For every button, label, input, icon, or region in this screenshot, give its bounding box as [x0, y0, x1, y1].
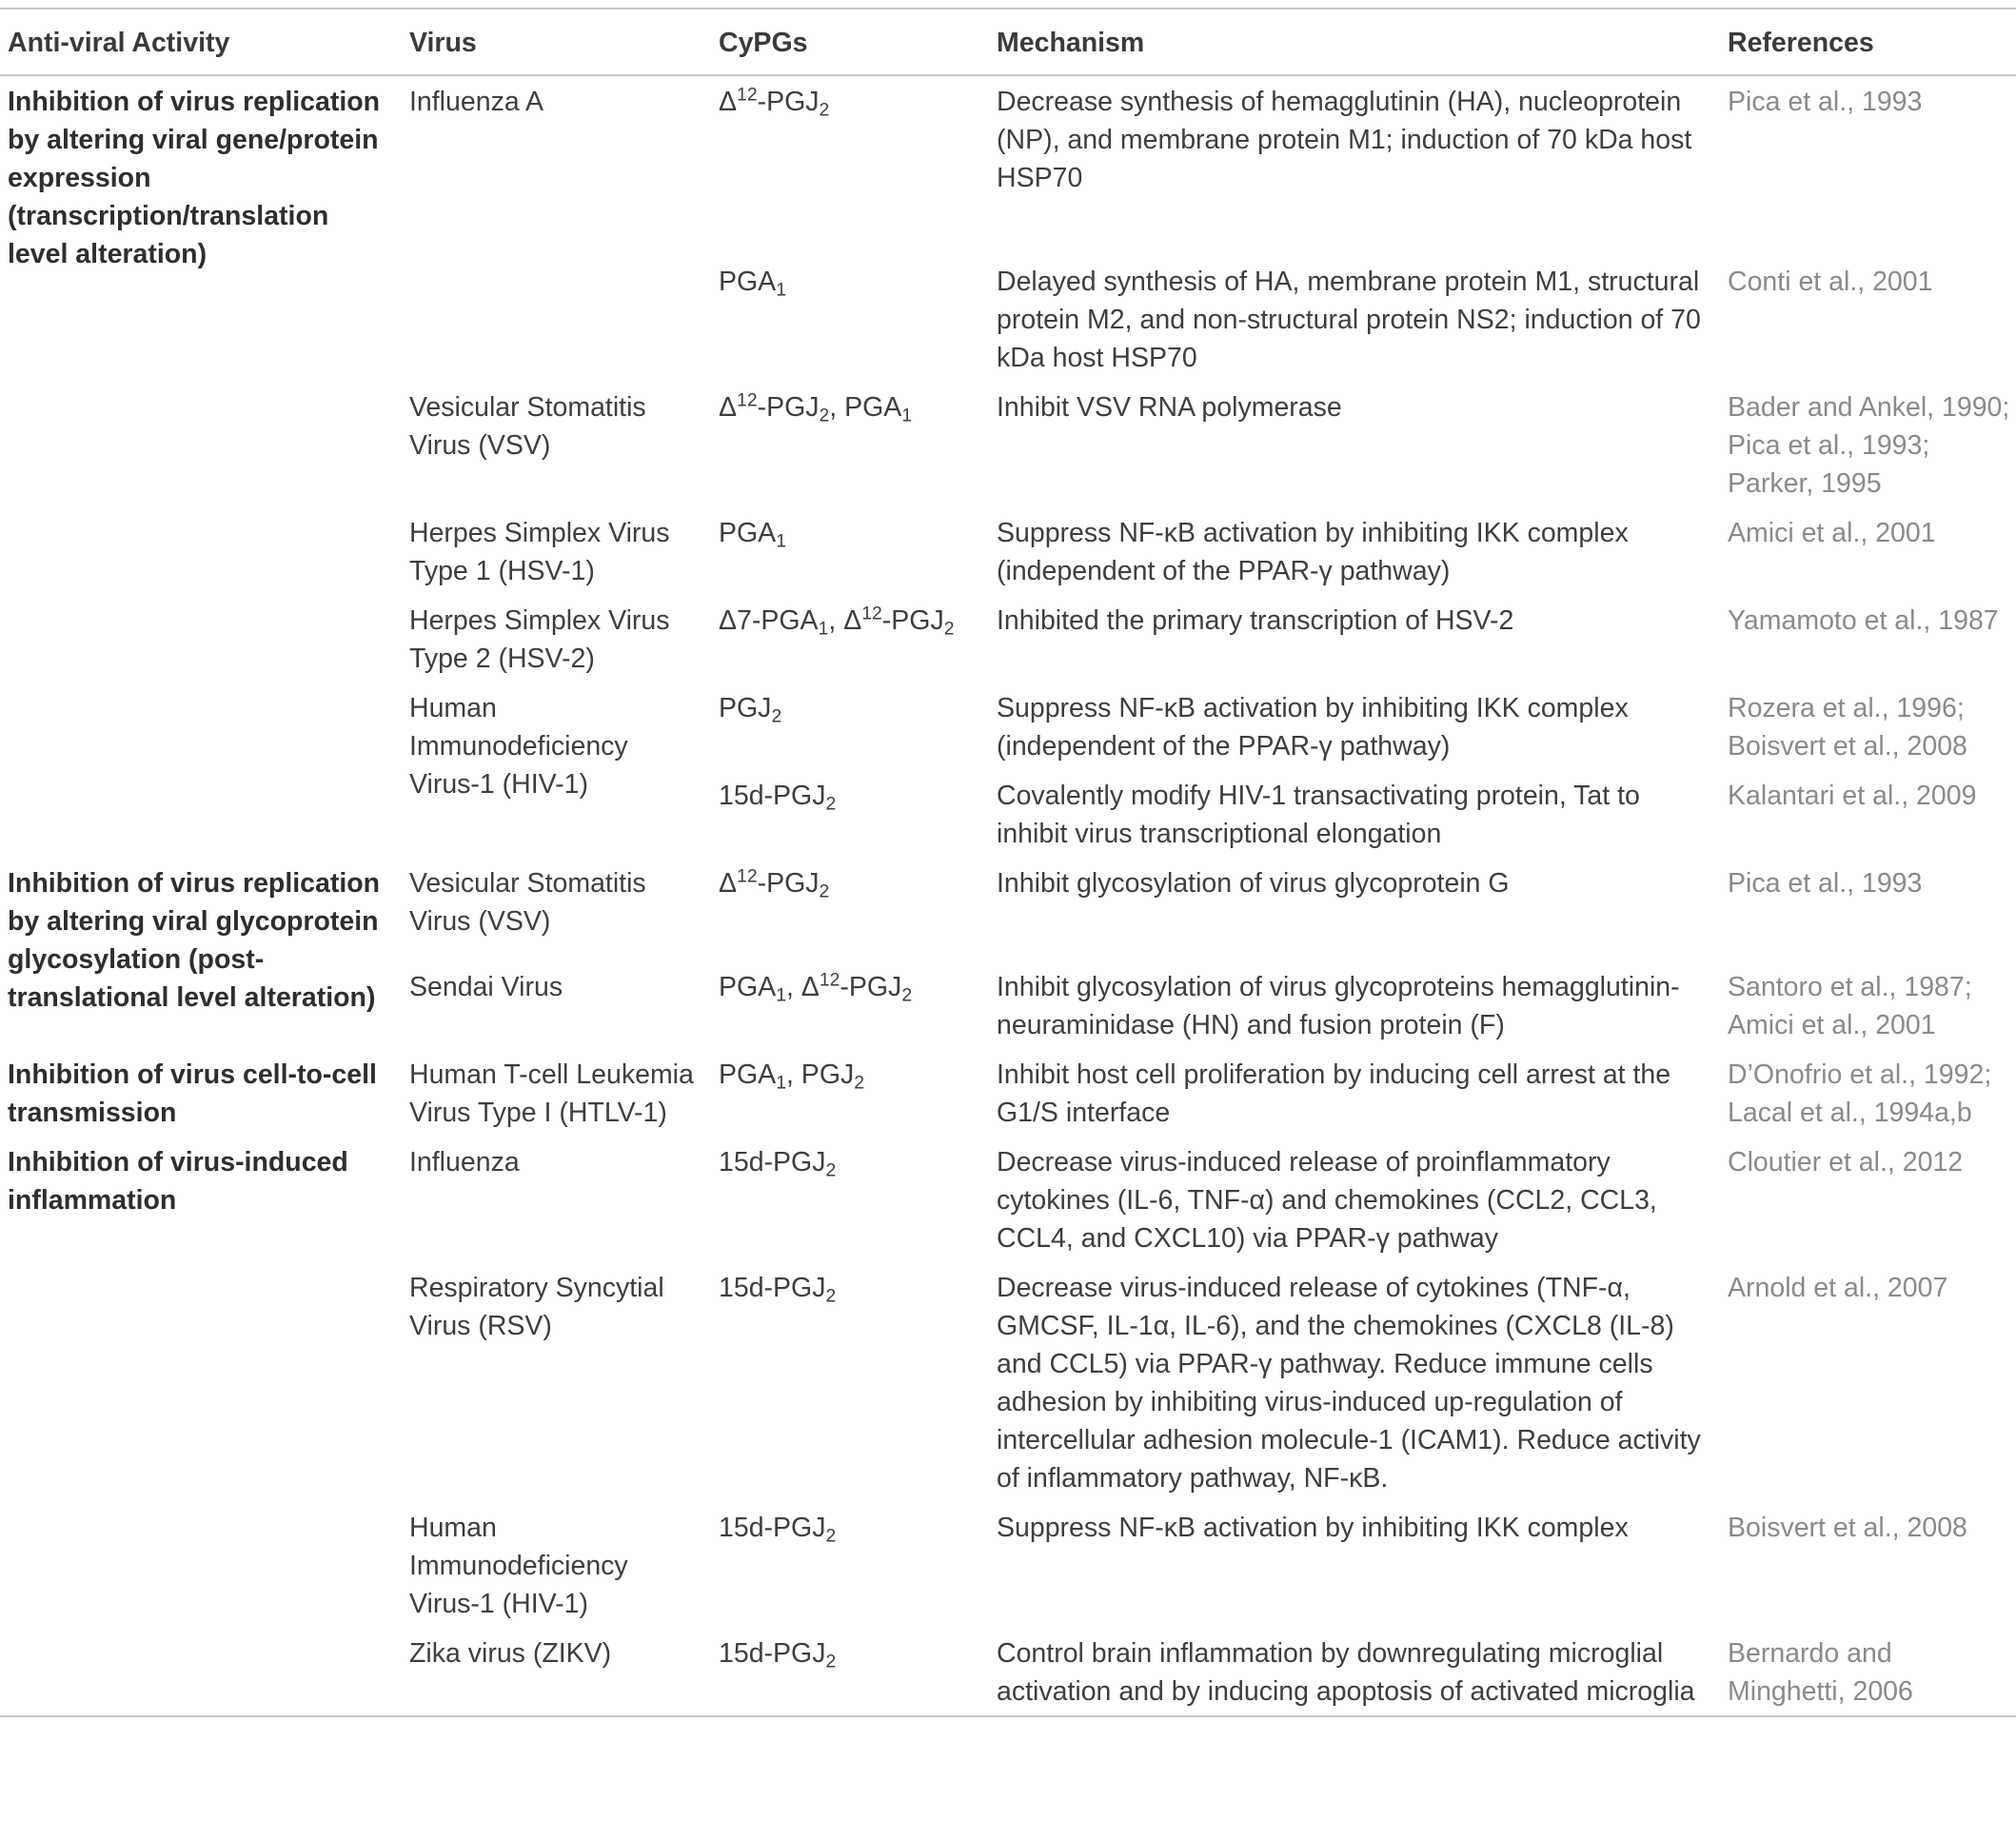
virus-cell: Herpes Simplex Virus Type 2 (HSV-2)	[409, 605, 670, 674]
cypg-cell	[711, 75, 989, 256]
reference-text: Bernardo and	[1728, 1638, 1892, 1669]
virus-cell: Human Immunodeficiency Virus-1 (HIV-1)	[409, 693, 628, 800]
mechanism-cell: Suppress NF-κB activation by inhibiting IKK complex	[997, 1513, 1629, 1543]
references-cell	[1720, 382, 2016, 507]
table-body	[0, 75, 2016, 1716]
mechanism-cell: Inhibit VSV RNA polymerase	[997, 392, 1342, 423]
cypg-text: -PGJ	[757, 868, 820, 899]
header-activity: Anti-viral Activity	[8, 28, 230, 58]
mechanism-cell: Suppress NF-κB activation by inhibiting IKK complex (independent of the PPAR-γ pathway)	[997, 693, 1629, 762]
table-header	[0, 9, 2016, 75]
cypg-cell	[711, 961, 989, 1049]
cypg-text: 12	[737, 84, 758, 106]
cypg-text: -PGJ	[757, 392, 820, 423]
reference-text: Pica et al., 1993	[1728, 87, 1923, 117]
cypg-text: Δ	[719, 868, 738, 899]
cypg-text: PGA	[719, 267, 777, 297]
reference-text: Cloutier et al., 2012	[1728, 1147, 1964, 1178]
references-cell	[1720, 683, 2016, 770]
references-cell	[1720, 1137, 2016, 1262]
reference-text: Bader and Ankel, 1990;	[1728, 392, 2010, 423]
mechanism-cell: Suppress NF-κB activation by inhibiting IKK complex (independent of the PPAR-γ pathway)	[997, 518, 1629, 586]
cypg-text: 2	[825, 1525, 837, 1547]
header-row	[0, 9, 2016, 75]
reference-text: Conti et al., 2001	[1728, 267, 1933, 297]
cypg-text: Δ	[719, 87, 738, 117]
virus-cell: Influenza	[409, 1147, 520, 1178]
cypg-text: 2	[819, 99, 830, 121]
mechanism-cell: Decrease virus-induced release of proinflammatory cytokines (IL-6, TNF-α) and chemokines (CCL2, CCL3, CCL4, and CXCL10) via PPAR-γ pathway	[997, 1147, 1657, 1254]
reference-text: Lacal et al., 1994a,b	[1728, 1098, 1972, 1128]
references-cell	[1720, 1049, 2016, 1137]
cypg-cell	[711, 1628, 989, 1716]
virus-cell: Influenza A	[409, 87, 544, 117]
table-row	[0, 75, 2016, 256]
cypg-text: 2	[825, 1285, 837, 1307]
cypg-text: 1	[776, 530, 786, 552]
cypg-text: 15d-PGJ	[719, 1147, 826, 1178]
cypg-text: 15d-PGJ	[719, 1513, 826, 1543]
cypg-text: 2	[854, 1072, 865, 1094]
cypg-text: 15d-PGJ	[719, 781, 826, 811]
reference-text: Kalantari et al., 2009	[1728, 781, 1977, 811]
references-cell	[1720, 770, 2016, 858]
cypg-cell	[711, 858, 989, 961]
cypg-cell	[711, 770, 989, 858]
virus-cell: Zika virus (ZIKV)	[409, 1638, 612, 1669]
cypg-text: Δ7-PGA	[719, 605, 819, 636]
cypg-text: Δ	[719, 392, 738, 423]
mechanism-cell: Delayed synthesis of HA, membrane protein M1, structural protein M2, and non-structural protein NS2; induction of 70 kDa host HSP70	[997, 267, 1701, 373]
cypg-text: 12	[737, 389, 758, 411]
activity-cell: Inhibition of virus replication by altering viral gene/protein expression (transcription/translation level alteration)	[8, 87, 381, 269]
virus-cell: Human T-cell Leukemia Virus Type I (HTLV-1)	[409, 1059, 694, 1128]
mechanism-cell: Inhibit glycosylation of virus glycoprotein G	[997, 868, 1510, 899]
cypg-cell	[711, 1262, 989, 1502]
references-cell	[1720, 507, 2016, 595]
references-cell	[1720, 961, 2016, 1049]
cypg-cell	[711, 1137, 989, 1262]
reference-text: Pica et al., 1993;	[1728, 430, 1930, 461]
cypg-text: 2	[825, 1651, 837, 1673]
reference-text: Santoro et al., 1987;	[1728, 972, 1972, 1002]
cypg-text: 1	[776, 984, 786, 1006]
cypg-text: PGA	[719, 518, 777, 548]
header-cypgs: CyPGs	[719, 28, 808, 58]
virus-cell: Respiratory Syncytial Virus (RSV)	[409, 1273, 664, 1341]
virus-cell: Sendai Virus	[409, 972, 563, 1002]
cypg-text: -PGJ	[840, 972, 902, 1002]
reference-text: Yamamoto et al., 1987	[1728, 605, 1999, 636]
cypg-text: 12	[737, 865, 758, 887]
cypg-cell	[711, 256, 989, 382]
cypg-text: 1	[776, 279, 786, 301]
reference-text: Rozera et al., 1996;	[1728, 693, 1965, 723]
reference-text: Boisvert et al., 2008	[1728, 731, 1967, 762]
antiviral-activity-table	[0, 8, 2016, 1717]
cypg-text: 15d-PGJ	[719, 1273, 826, 1303]
cypg-cell	[711, 507, 989, 595]
cypg-text: , PGA	[829, 392, 902, 423]
cypg-text: 2	[825, 1159, 837, 1181]
header-virus: Virus	[409, 28, 477, 58]
cypg-text: 2	[819, 881, 830, 902]
cypg-text: -PGJ	[757, 87, 820, 117]
reference-text: D’Onofrio et al., 1992;	[1728, 1059, 1992, 1090]
table-row	[0, 858, 2016, 961]
cypg-cell	[711, 1049, 989, 1137]
cypg-text: -PGJ	[881, 605, 944, 636]
activity-cell: Inhibition of virus-induced inflammation	[8, 1147, 348, 1216]
references-cell	[1720, 256, 2016, 382]
virus-cell: Human Immunodeficiency Virus-1 (HIV-1)	[409, 1513, 628, 1619]
virus-cell: Vesicular Stomatitis Virus (VSV)	[409, 392, 646, 461]
mechanism-cell: Control brain inflammation by downregulating microglial activation and by inducing apoptosis of activated microglia	[997, 1638, 1695, 1707]
reference-text: Amici et al., 2001	[1728, 518, 1936, 548]
reference-text: Amici et al., 2001	[1728, 1010, 1936, 1040]
cypg-cell	[711, 683, 989, 770]
cypg-text: , Δ	[828, 605, 862, 636]
virus-cell: Herpes Simplex Virus Type 1 (HSV-1)	[409, 518, 670, 586]
cypg-text: , Δ	[785, 972, 820, 1002]
cypg-text: PGA	[719, 972, 777, 1002]
activity-cell: Inhibition of virus replication by altering viral glycoprotein glycosylation (post-translational level alteration)	[8, 868, 381, 1013]
references-cell	[1720, 595, 2016, 683]
cypg-text: 1	[901, 405, 913, 426]
references-cell	[1720, 1502, 2016, 1628]
references-cell	[1720, 858, 2016, 961]
cypg-text: 1	[776, 1072, 786, 1094]
cypg-text: 15d-PGJ	[719, 1638, 826, 1669]
cypg-text: , PGJ	[785, 1059, 855, 1090]
cypg-text: 2	[943, 618, 955, 640]
cypg-text: 2	[825, 793, 837, 815]
mechanism-cell: Inhibited the primary transcription of HSV-2	[997, 605, 1514, 636]
mechanism-cell: Decrease virus-induced release of cytokines (TNF-α, GMCSF, IL-1α, IL-6), and the chemokines (CXCL8 (IL-8) and CCL5) via PPAR-γ pathway. Reduce immune cells adhesion by inhibiting virus-induced up-regulation of intercellular adhesion molecule-1 (ICAM1). Reduce activity of inflammatory pathway, NF-κB.	[997, 1273, 1701, 1494]
reference-text: Pica et al., 1993	[1728, 868, 1923, 899]
cypg-cell	[711, 382, 989, 507]
cypg-text: 2	[901, 984, 913, 1006]
cypg-text: 12	[861, 603, 882, 624]
reference-text: Minghetti, 2006	[1728, 1676, 1913, 1707]
cypg-text: 2	[819, 405, 830, 426]
table-row	[0, 1049, 2016, 1137]
cypg-text: 12	[819, 969, 840, 991]
cypg-cell	[711, 1502, 989, 1628]
references-cell	[1720, 75, 2016, 256]
cypg-text: 2	[771, 705, 782, 727]
activity-cell: Inhibition of virus cell-to-cell transmission	[8, 1059, 377, 1128]
header-mechanism: Mechanism	[997, 28, 1145, 58]
cypg-cell	[711, 595, 989, 683]
reference-text: Arnold et al., 2007	[1728, 1273, 1948, 1303]
reference-text: Parker, 1995	[1728, 468, 1882, 499]
mechanism-cell: Inhibit glycosylation of virus glycoproteins hemagglutinin-neuraminidase (HN) and fusion protein (F)	[997, 972, 1680, 1040]
cypg-text: 1	[818, 618, 829, 640]
cypg-text: PGJ	[719, 693, 772, 723]
mechanism-cell: Covalently modify HIV-1 transactivating protein, Tat to inhibit virus transcriptional elongation	[997, 781, 1640, 849]
reference-text: Boisvert et al., 2008	[1728, 1513, 1967, 1543]
table-row	[0, 1137, 2016, 1262]
header-references: References	[1728, 28, 1874, 58]
mechanism-cell: Decrease synthesis of hemagglutinin (HA), nucleoprotein (NP), and membrane protein M1; induction of 70 kDa host HSP70	[997, 87, 1692, 193]
references-cell	[1720, 1628, 2016, 1716]
virus-cell: Vesicular Stomatitis Virus (VSV)	[409, 868, 646, 937]
cypg-text: PGA	[719, 1059, 777, 1090]
mechanism-cell: Inhibit host cell proliferation by inducing cell arrest at the G1/S interface	[997, 1059, 1671, 1128]
references-cell	[1720, 1262, 2016, 1502]
